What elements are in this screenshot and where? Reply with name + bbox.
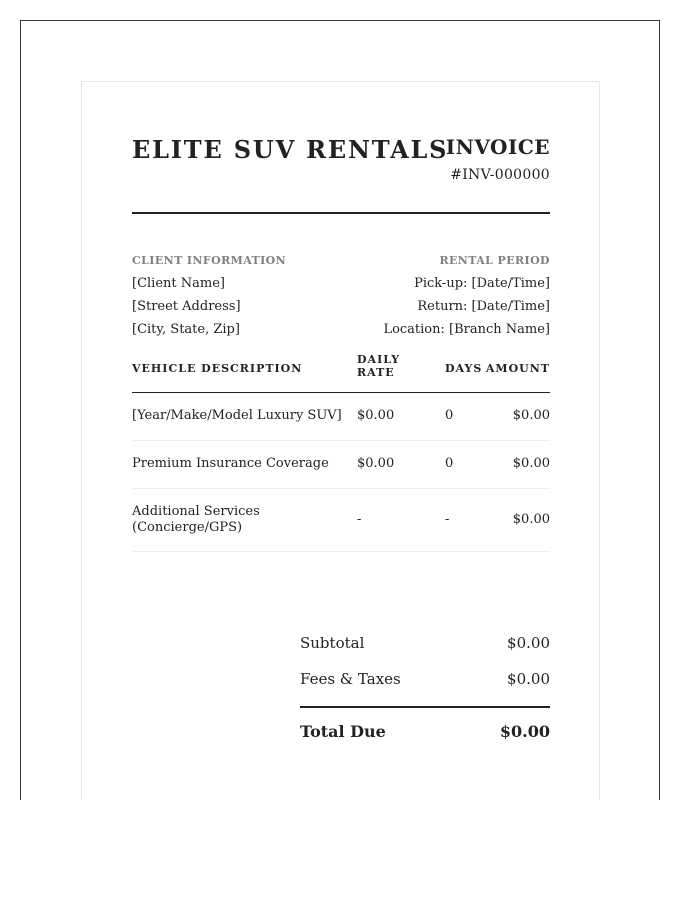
row-description: [Year/Make/Model Luxury SUV] — [132, 408, 342, 423]
fees-value: $0.00 — [507, 670, 550, 688]
subtotal-label: Subtotal — [300, 634, 365, 652]
rental-pickup: Pick-up: [Date/Time] — [414, 276, 550, 291]
invoice-id-block — [446, 135, 550, 183]
row-amount: $0.00 — [512, 456, 550, 471]
row-days: 0 — [445, 408, 454, 423]
rental-period — [383, 254, 550, 341]
header-amount: AMOUNT — [485, 362, 550, 375]
row-description-line1: Additional Services — [132, 504, 260, 519]
table-row — [132, 489, 550, 552]
client-city: [City, State, Zip] — [132, 322, 240, 337]
table-row — [132, 441, 550, 489]
invoice-title: INVOICE — [445, 135, 550, 159]
totals-block — [300, 626, 550, 752]
header-days: DAYS — [445, 362, 483, 375]
client-information — [132, 254, 286, 341]
row-description — [132, 504, 347, 536]
row-description-line2: (Concierge/GPS) — [132, 520, 243, 535]
client-name: [Client Name] — [132, 276, 225, 291]
info-section — [132, 214, 550, 344]
rental-return: Return: [Date/Time] — [417, 299, 550, 314]
row-amount: $0.00 — [512, 408, 550, 423]
rental-heading: RENTAL PERIOD — [439, 254, 550, 267]
row-rate: $0.00 — [357, 456, 395, 471]
row-rate: - — [357, 512, 362, 527]
header-daily-rate — [357, 353, 400, 379]
subtotal-value: $0.00 — [507, 634, 550, 652]
header-description: VEHICLE DESCRIPTION — [132, 362, 303, 375]
total-due-label: Total Due — [300, 722, 386, 741]
row-days: 0 — [445, 456, 454, 471]
client-street: [Street Address] — [132, 299, 241, 314]
client-heading: CLIENT INFORMATION — [132, 254, 287, 267]
fees-label: Fees & Taxes — [300, 670, 401, 688]
table-row — [132, 393, 550, 441]
fees-row — [300, 662, 550, 698]
row-description: Premium Insurance Coverage — [132, 456, 329, 471]
row-amount: $0.00 — [512, 512, 550, 527]
subtotal-row — [300, 626, 550, 662]
header-rate-line2: RATE — [357, 366, 395, 379]
header-rate-line1: DAILY — [357, 353, 401, 366]
row-rate: $0.00 — [357, 408, 395, 423]
total-due-value: $0.00 — [499, 722, 550, 741]
row-days: - — [445, 512, 450, 527]
table-header — [132, 344, 550, 393]
line-items-table — [132, 344, 550, 552]
invoice-content — [132, 130, 550, 741]
company-name: ELITE SUV RENTALS — [132, 135, 449, 164]
rental-location: Location: [Branch Name] — [383, 322, 550, 337]
invoice-header — [132, 130, 550, 214]
invoice-number: #INV-000000 — [450, 167, 550, 183]
total-due-row — [300, 706, 550, 752]
